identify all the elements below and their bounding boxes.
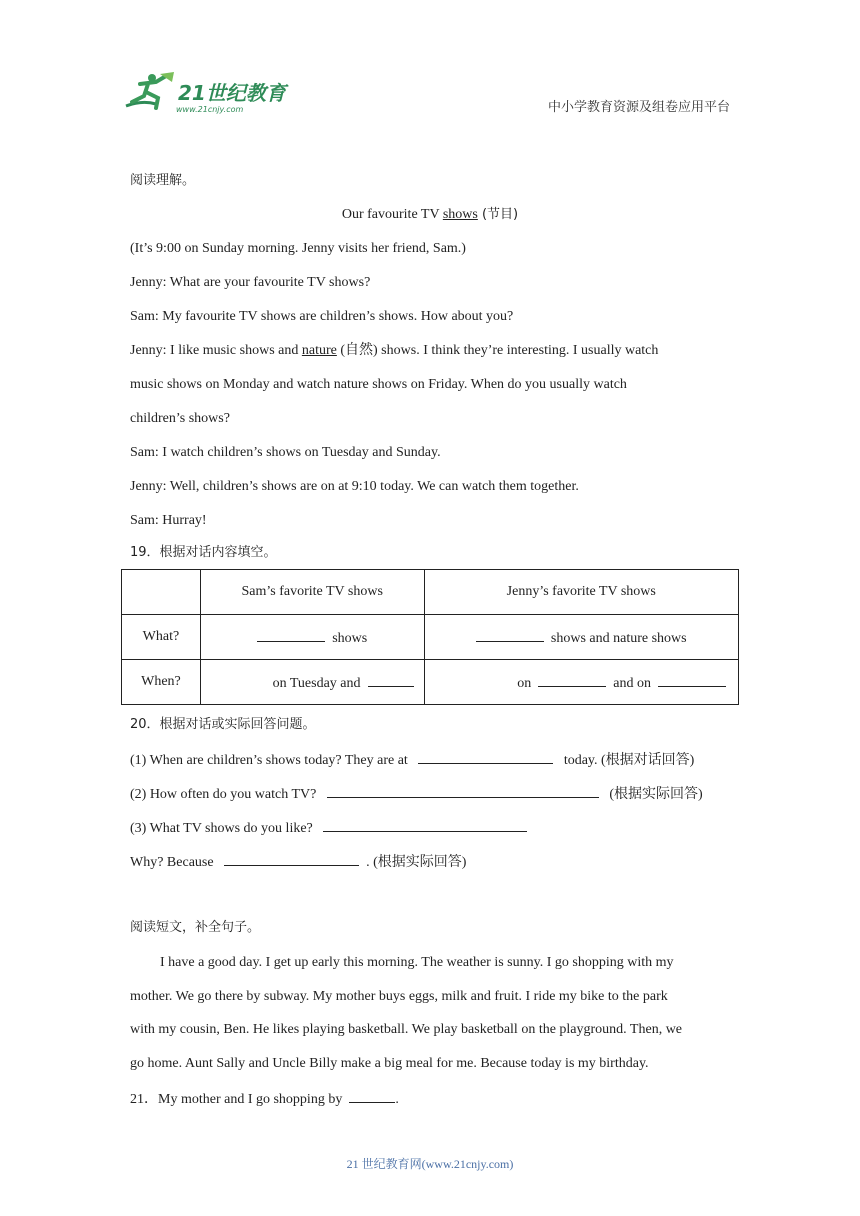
answer-blank[interactable] xyxy=(476,628,544,642)
title-text: Our favourite TV xyxy=(341,207,443,222)
table-row xyxy=(122,570,739,615)
answer-blank[interactable] xyxy=(658,673,726,687)
cell-text: on xyxy=(517,675,532,691)
table-header: Sam’s favorite TV shows xyxy=(200,570,424,615)
table-header: Jenny’s favorite TV shows xyxy=(424,570,738,615)
question-20-1 xyxy=(130,750,694,770)
table-cell xyxy=(200,615,424,660)
cell-text: shows and nature shows xyxy=(550,630,687,646)
platform-label: 中小学教育资源及组卷应用平台 xyxy=(547,100,730,115)
question-text: . xyxy=(395,1092,399,1107)
dialogue-line: Jenny: Well, children’s shows are on at 9:10 today. We can watch them together. xyxy=(130,479,579,494)
table-cell xyxy=(424,660,738,705)
row-label: When? xyxy=(122,660,201,705)
passage-title xyxy=(0,206,860,224)
passage-line: I have a good day. I get up early this morning. The weather is sunny. I go shopping with my xyxy=(160,955,674,970)
dialogue-line: Sam: I watch children’s shows on Tuesday and Sunday. xyxy=(130,445,441,460)
row-label: What? xyxy=(122,615,201,660)
logo-url: www.21cnjy.com xyxy=(176,105,244,114)
answer-blank[interactable] xyxy=(368,673,414,687)
title-underlined-word: shows xyxy=(442,207,478,222)
question-20-3 xyxy=(130,818,527,838)
answer-blank[interactable] xyxy=(224,852,359,866)
dialogue-line: Sam: My favourite TV shows are children’s shows. How about you? xyxy=(130,309,514,324)
question-text: Why? Because xyxy=(130,855,214,870)
title-note: (节目) xyxy=(477,207,519,222)
dialogue-text: Jenny: I like music shows and xyxy=(130,343,302,358)
cell-text: on Tuesday and xyxy=(272,675,361,691)
tv-shows-table xyxy=(121,569,739,705)
question-text: . (根据实际回答) xyxy=(366,855,467,870)
passage-line: with my cousin, Ben. He likes playing basketball. We play basketball on the playground. Then, we xyxy=(130,1022,683,1037)
question-20-2 xyxy=(130,784,703,804)
answer-blank[interactable] xyxy=(418,750,553,764)
answer-blank[interactable] xyxy=(323,818,527,832)
dialogue-line: music shows on Monday and watch nature shows on Friday. When do you usually watch xyxy=(130,377,627,392)
answer-blank[interactable] xyxy=(538,673,606,687)
answer-blank[interactable] xyxy=(327,784,599,798)
question-20-label: 20．根据对话或实际回答问题。 xyxy=(130,717,316,732)
passage-line: mother. We go there by subway. My mother buys eggs, milk and fruit. I ride my bike to the park xyxy=(130,989,668,1004)
table-row xyxy=(122,615,739,660)
dialogue-line: Jenny: What are your favourite TV shows? xyxy=(130,275,371,290)
dialogue-line xyxy=(130,342,658,360)
answer-blank[interactable] xyxy=(349,1089,395,1103)
reading-instruction-2: 阅读短文，补全句子。 xyxy=(130,920,261,935)
question-19-label: 19．根据对话内容填空。 xyxy=(130,545,277,560)
dialogue-line: children’s shows? xyxy=(130,411,230,426)
question-text: today. (根据对话回答) xyxy=(563,753,695,768)
table-cell xyxy=(122,570,201,615)
question-text: (根据实际回答) xyxy=(609,787,703,802)
answer-blank[interactable] xyxy=(257,628,325,642)
question-text: 21．My mother and I go shopping by xyxy=(130,1092,343,1107)
table-cell xyxy=(424,615,738,660)
cell-text: shows xyxy=(332,630,368,646)
cell-text: and on xyxy=(613,675,651,691)
table-row xyxy=(122,660,739,705)
passage-line: go home. Aunt Sally and Uncle Billy make a big meal for me. Because today is my birthday. xyxy=(130,1056,649,1071)
question-20-4 xyxy=(130,852,466,872)
question-text: (3) What TV shows do you like? xyxy=(130,821,313,836)
dialogue-line: Sam: Hurray! xyxy=(130,513,207,528)
underlined-word: nature xyxy=(301,343,337,358)
table-cell xyxy=(200,660,424,705)
question-21 xyxy=(130,1089,399,1109)
logo-text: 21世纪教育 xyxy=(178,81,286,105)
dialogue-text: (自然) shows. I think they’re interesting. I usually watch xyxy=(336,343,659,358)
question-text: (1) When are children’s shows today? They are at xyxy=(130,753,408,768)
21cnjy-logo xyxy=(122,70,292,116)
page-footer: 21 世纪教育网(www.21cnjy.com) xyxy=(346,1157,514,1171)
dialogue-intro: (It’s 9:00 on Sunday morning. Jenny visits her friend, Sam.) xyxy=(130,241,466,256)
reading-instruction: 阅读理解。 xyxy=(130,173,196,188)
question-text: (2) How often do you watch TV? xyxy=(130,787,317,802)
